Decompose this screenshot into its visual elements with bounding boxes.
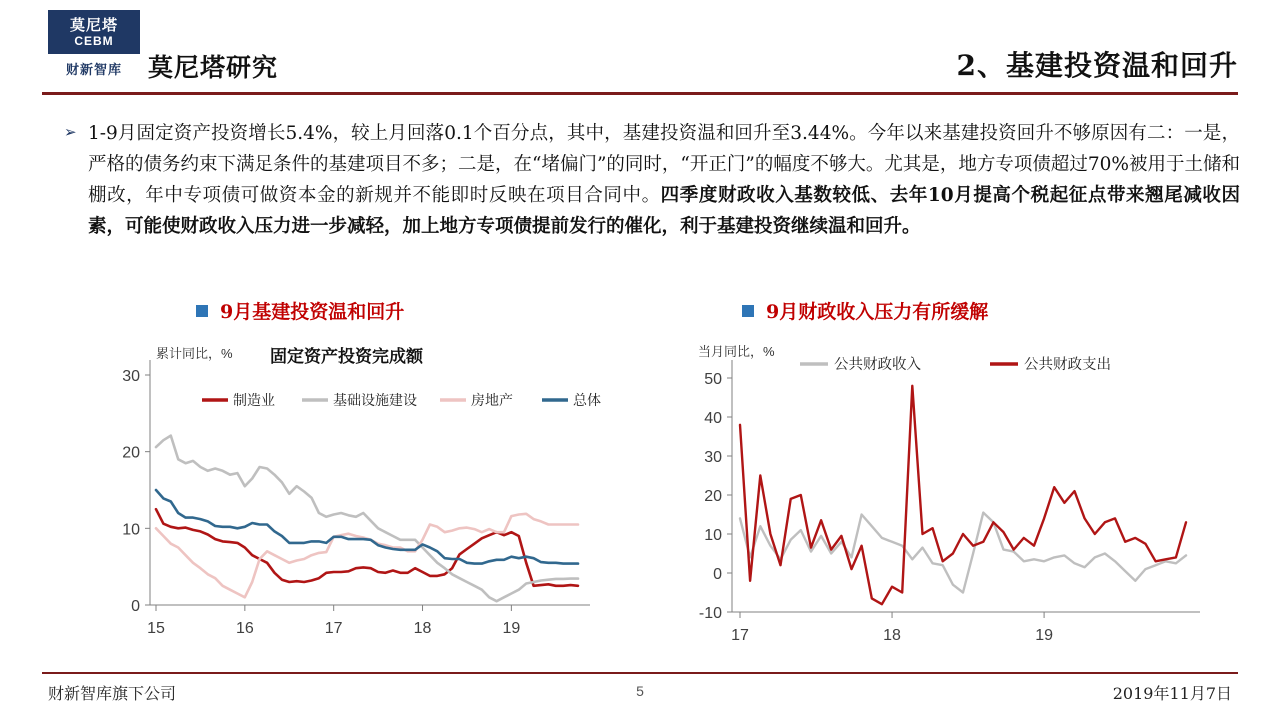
- bullet-square-icon: [196, 305, 208, 317]
- legend-label-公共财政支出: 公共财政支出: [1024, 357, 1111, 373]
- body-paragraph: [88, 118, 1240, 242]
- brand-title: 莫尼塔研究: [148, 53, 279, 82]
- y-tick-label: 0: [713, 566, 722, 583]
- series-line-公共财政支出: [740, 386, 1186, 604]
- y-tick-label: 10: [122, 521, 140, 539]
- logo-subtitle: 财新智库: [48, 54, 140, 80]
- legend-label-总体: 总体: [573, 393, 601, 409]
- x-tick-label: 17: [324, 620, 343, 637]
- header-divider: [42, 92, 1238, 95]
- x-tick-label: 18: [413, 620, 432, 637]
- chart-right-svg: [670, 340, 1230, 650]
- y-tick-label: 20: [122, 444, 140, 462]
- chart-fixed-asset-investment: [90, 340, 630, 650]
- page-title: 2、基建投资温和回升: [956, 49, 1238, 82]
- legend-label-基础设施建设: 基础设施建设: [333, 393, 417, 409]
- series-line-制造业: [156, 509, 578, 586]
- right-chart-ticks: [699, 371, 1053, 644]
- right-chart-series: [740, 386, 1186, 604]
- body-paragraph-block: [50, 118, 1240, 242]
- y-tick-label: 0: [131, 598, 140, 615]
- slide-header: [0, 0, 1280, 92]
- right-chart-heading-text: 9月财政收入压力有所缓解: [766, 301, 989, 323]
- left-chart-heading: [196, 297, 404, 324]
- series-line-基础设施建设: [156, 436, 578, 602]
- left-chart-heading-text: 9月基建投资温和回升: [220, 301, 405, 323]
- y-tick-label: 30: [704, 449, 722, 466]
- right-chart-heading: [742, 297, 988, 324]
- page-number: 5: [636, 683, 644, 699]
- x-tick-label: 19: [1035, 627, 1053, 644]
- y-tick-label: 40: [704, 410, 722, 427]
- footer-divider: [42, 672, 1238, 674]
- right-chart-legend: [800, 355, 1111, 373]
- y-tick-label: 30: [122, 368, 140, 385]
- x-tick-label: 17: [731, 627, 749, 644]
- left-chart-unit-label: 累计同比，%: [156, 346, 233, 361]
- y-tick-label: 50: [704, 371, 722, 388]
- legend-label-房地产: 房地产: [471, 393, 513, 409]
- x-tick-label: 18: [883, 627, 901, 644]
- logo-chinese-name: 莫尼塔: [69, 16, 118, 34]
- logo-english-name: CEBM: [74, 33, 114, 48]
- footer-company: 财新智库旗下公司: [48, 684, 177, 703]
- chart-fiscal-revenue-expenditure: [670, 340, 1230, 650]
- left-chart-inner-title: 固定资产投资完成额: [270, 347, 423, 367]
- x-tick-label: 15: [147, 620, 165, 637]
- legend-label-公共财政收入: 公共财政收入: [834, 357, 921, 373]
- chart-left-svg: [90, 340, 630, 650]
- legend-label-制造业: 制造业: [233, 393, 275, 409]
- bullet-icon: ➢: [64, 124, 77, 141]
- right-chart-unit-label: 当月同比，%: [698, 344, 775, 359]
- x-tick-label: 16: [235, 620, 254, 637]
- left-chart-legend: [202, 392, 601, 409]
- left-chart-series: [156, 436, 578, 602]
- company-logo: [48, 10, 140, 82]
- y-tick-label: 20: [704, 488, 722, 505]
- y-tick-label: 10: [704, 527, 722, 544]
- paragraph-bold-text: 四季度财政收入基数较低、去年10月提高个税起征点带来翘尾减收因素，可能使财政收入压力进一步减轻，加上地方专项债提前发行的催化，利于基建投资继续温和回升。: [88, 185, 1240, 237]
- left-chart-ticks: [122, 368, 520, 637]
- paragraph-normal-text: 1-9月固定资产投资增长5.4%，较上月回落0.1个百分点，其中，基建投资温和回升至3.44%。今年以来基建投资回升不够原因有二：一是，严格的债务约束下满足条件的基建项目不多；二是，在“堵偏门”的同时，“开正门”的幅度不够大。尤其是，地方专项债超过70%被用于土储和棚改，年中专项债可做资本金的新规并不能即时反映在项目合同中。: [88, 123, 1240, 206]
- bullet-square-icon: [742, 305, 754, 317]
- logo-primary: [48, 10, 140, 54]
- footer-date: 2019年11月7日: [1112, 684, 1232, 703]
- x-tick-label: 19: [502, 620, 521, 637]
- y-tick-label: -10: [698, 605, 722, 622]
- series-line-总体: [156, 490, 578, 564]
